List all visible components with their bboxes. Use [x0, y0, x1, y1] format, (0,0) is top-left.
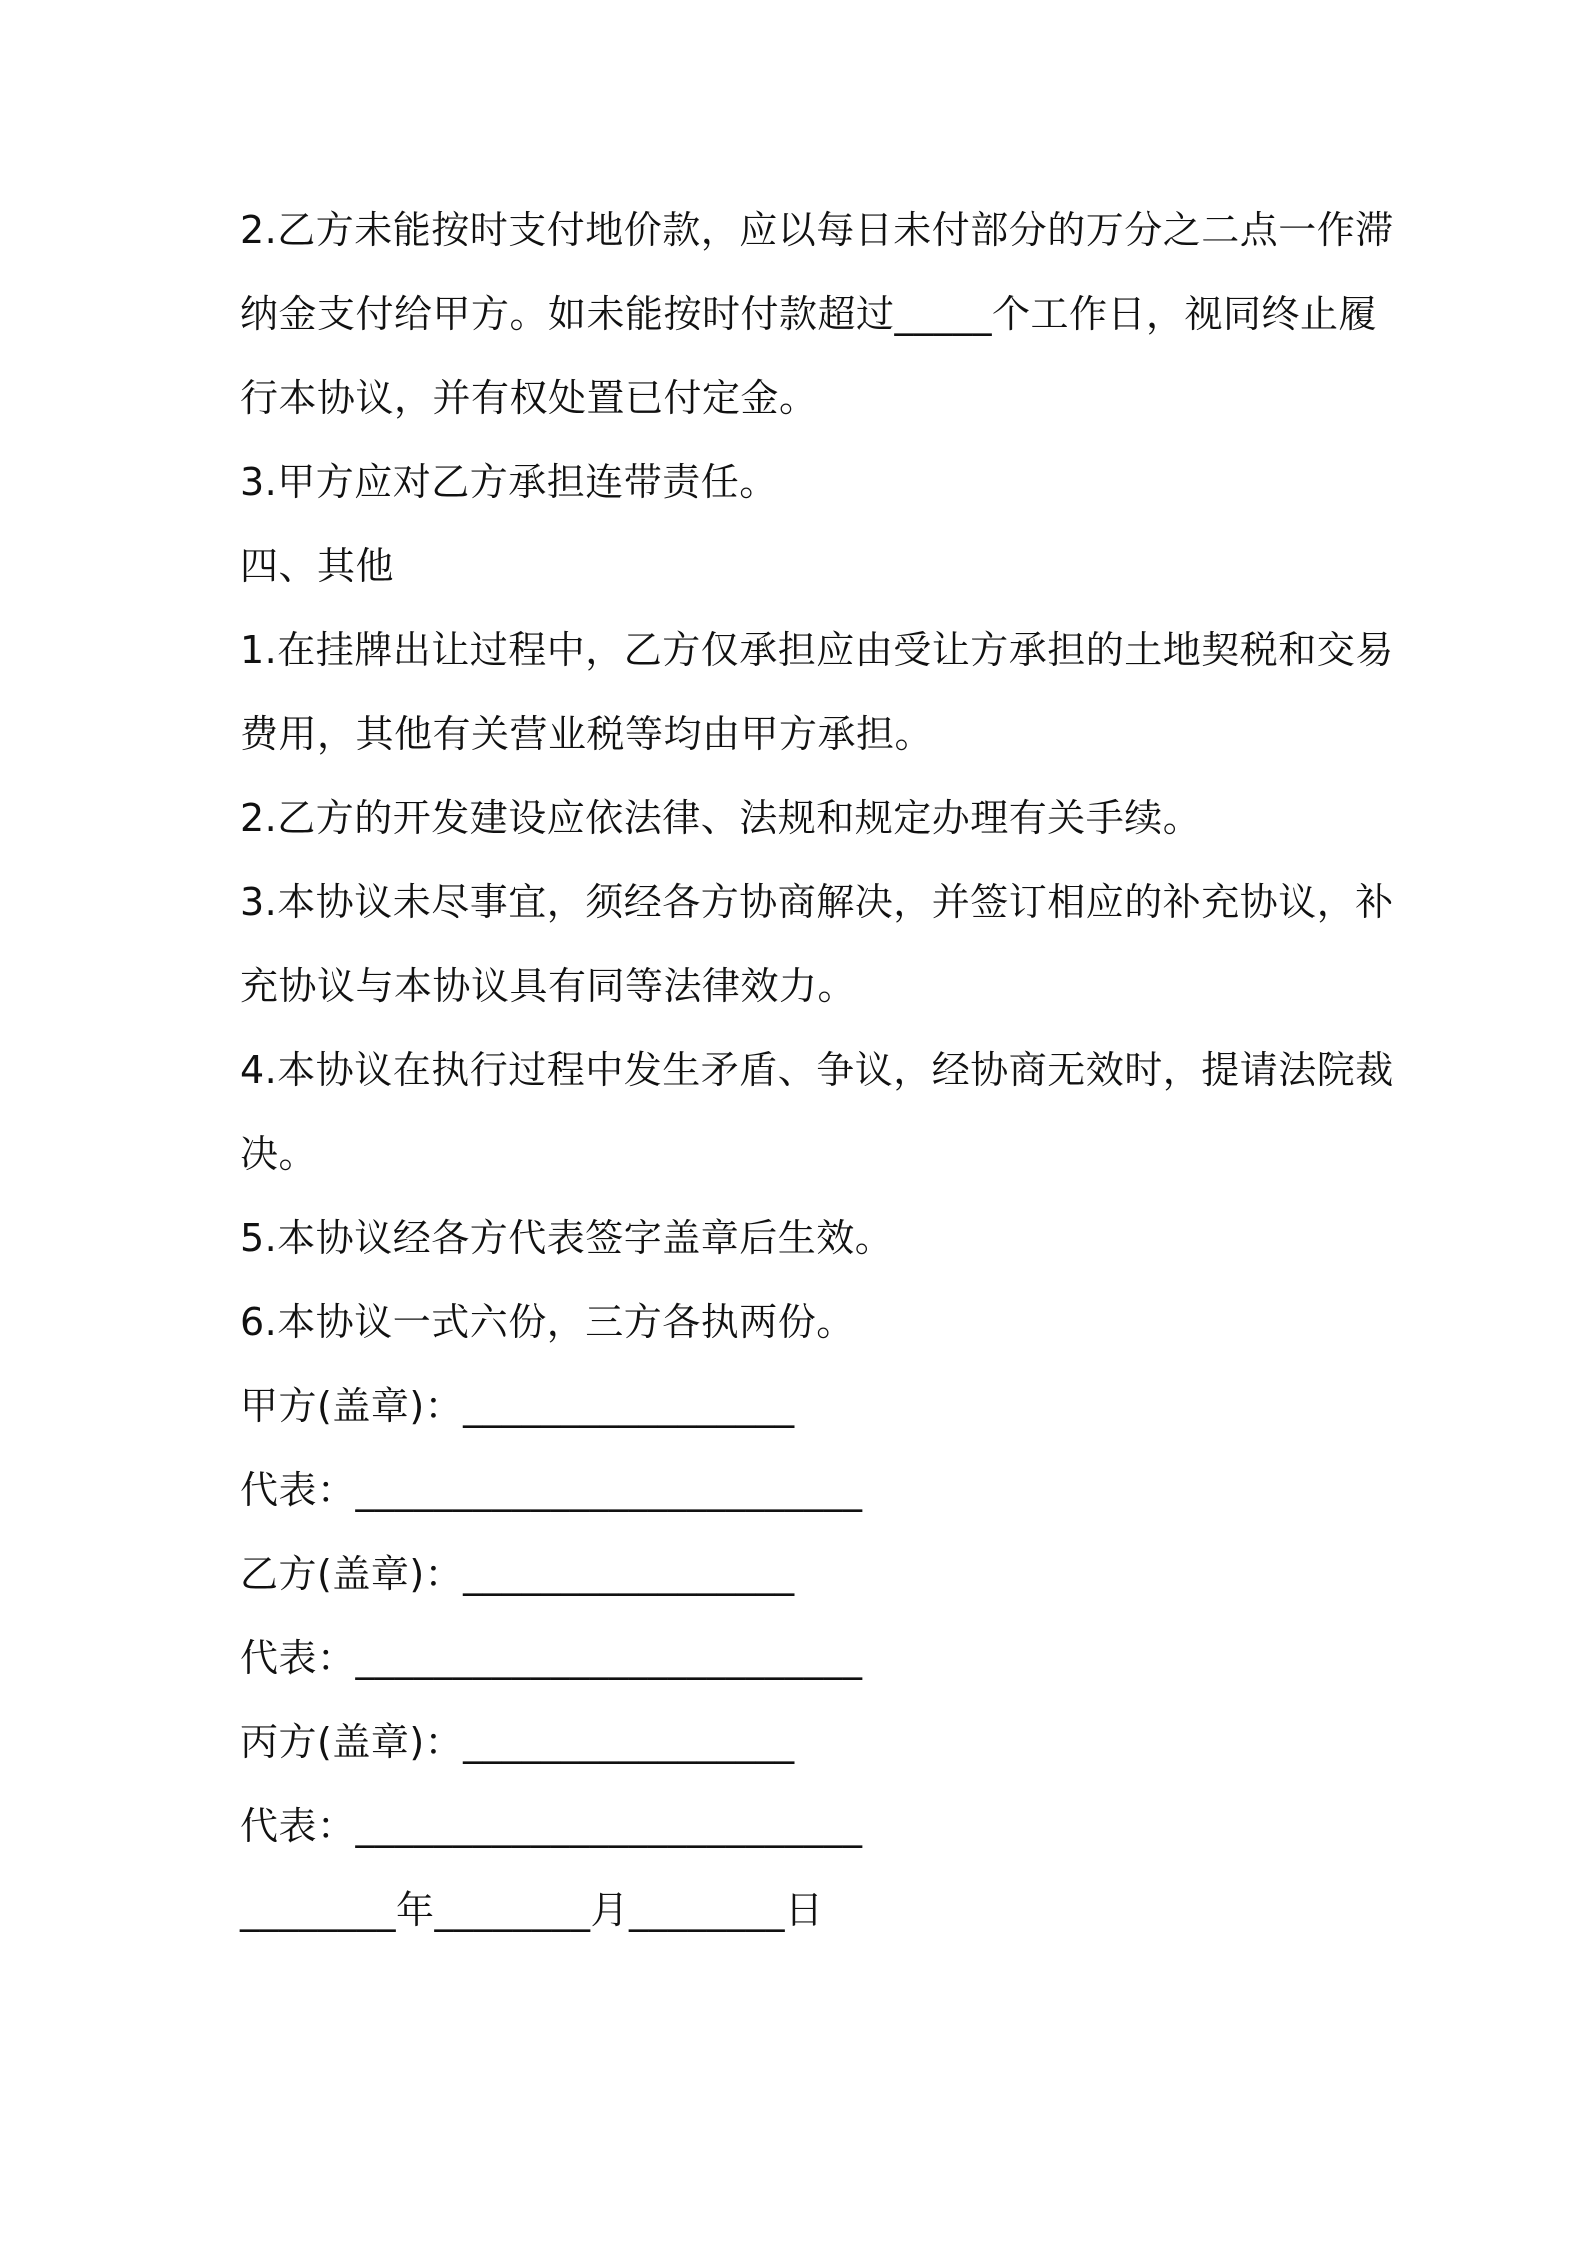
paragraph-line: 2.乙方未能按时支付地价款，应以每日未付部分的万分之二点一作滞 [240, 208, 1394, 252]
signature-party-c: 丙方(盖章)：_________________ [240, 1720, 795, 1764]
signature-representative-b: 代表：__________________________ [240, 1636, 863, 1680]
paragraph-line: 决。 [240, 1132, 318, 1176]
paragraph-line: 5.本协议经各方代表签字盖章后生效。 [240, 1216, 894, 1260]
paragraph-line: 3.本协议未尽事宜，须经各方协商解决，并签订相应的补充协议，补 [240, 880, 1394, 924]
paragraph-line: 费用，其他有关营业税等均由甲方承担。 [240, 712, 934, 756]
date-line: ________年________月________日 [240, 1888, 824, 1932]
paragraph-line: 1.在挂牌出让过程中，乙方仅承担应由受让方承担的土地契税和交易 [240, 628, 1394, 672]
section-heading: 四、其他 [240, 544, 395, 588]
signature-representative-c: 代表：__________________________ [240, 1804, 863, 1848]
paragraph-line: 6.本协议一式六份，三方各执两份。 [240, 1300, 855, 1344]
signature-representative-a: 代表：__________________________ [240, 1468, 863, 1512]
paragraph-line: 2.乙方的开发建设应依法律、法规和规定办理有关手续。 [240, 796, 1202, 840]
paragraph-line: 3.甲方应对乙方承担连带责任。 [240, 460, 778, 504]
signature-party-a: 甲方(盖章)：_________________ [240, 1384, 795, 1428]
paragraph-line: 充协议与本协议具有同等法律效力。 [240, 964, 857, 1008]
paragraph-line: 4.本协议在执行过程中发生矛盾、争议，经协商无效时，提请法院裁 [240, 1048, 1394, 1092]
signature-party-b: 乙方(盖章)：_________________ [240, 1552, 795, 1596]
paragraph-line: 纳金支付给甲方。如未能按时付款超过_____个工作日，视同终止履 [240, 292, 1378, 336]
paragraph-line: 行本协议，并有权处置已付定金。 [240, 376, 818, 420]
